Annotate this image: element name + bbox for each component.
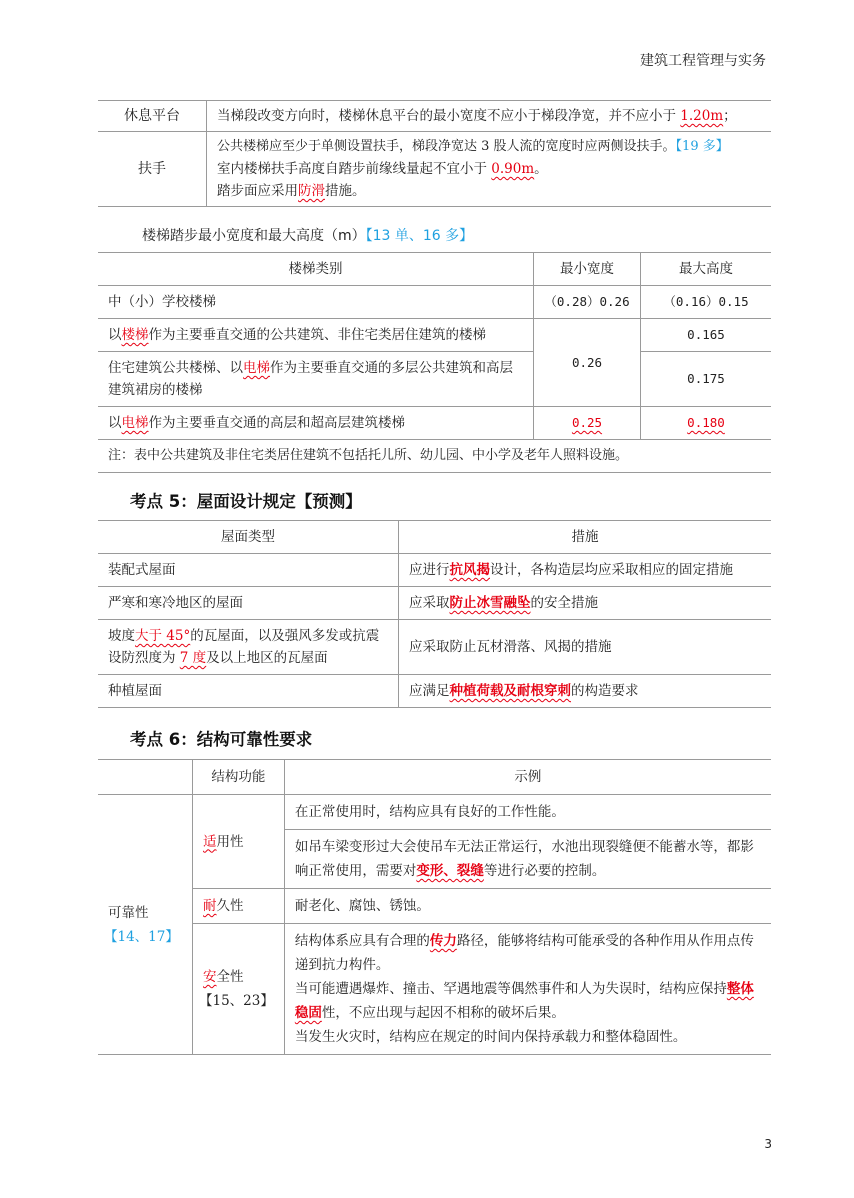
highlight-text: 电梯: [121, 415, 149, 431]
table-row: [98, 675, 771, 708]
table-row: [98, 319, 771, 352]
example-cell: 在正常使用时，结构应具有良好的工作性能。: [284, 795, 771, 830]
text: 结构体系应具有合理的: [294, 933, 430, 949]
text: 以: [108, 327, 122, 343]
highlight-text: 种植荷载及耐根穿刺: [449, 683, 571, 699]
handrail-line-2: [217, 158, 761, 180]
column-header: 楼梯类别: [98, 253, 534, 286]
text: 全性: [216, 969, 244, 985]
highlight-text: 防滑: [298, 183, 325, 199]
text: 住宅建筑公共楼梯、以: [108, 360, 243, 376]
table-note: 注：表中公共建筑及非住宅类居住建筑不包括托儿所、幼儿园、中小学及老年人照料设施。: [98, 440, 771, 473]
text: 的瓦屋面，以及强风多发或抗震设防烈度为: [108, 628, 380, 666]
table-row: [98, 132, 771, 207]
measure-cell: [399, 587, 772, 620]
text: 以: [108, 415, 122, 431]
max-height-cell: 0.175: [641, 352, 772, 407]
safety-line-2: [295, 977, 761, 1025]
table-row: [98, 407, 771, 440]
table-row: [98, 286, 771, 319]
highlight-value: 0.180: [687, 415, 725, 430]
section-6-title: 考点 6：结构可靠性要求: [130, 730, 313, 749]
text: 当梯段改变方向时，楼梯休息平台的最小宽度不应小于梯段净宽，并不应小于: [217, 108, 681, 124]
text: 措施。: [325, 183, 366, 199]
highlight-text: 防止冰雪融坠: [449, 595, 531, 611]
handrail-line-3: [217, 180, 761, 202]
highlight-text: 楼梯: [121, 327, 149, 343]
handrail-label: 扶手: [98, 132, 207, 207]
column-header: 最大高度: [641, 253, 772, 286]
example-cell: [284, 924, 771, 1055]
table-row: [98, 620, 771, 675]
caption-text: 楼梯踏步最小宽度和最大高度（m）: [142, 228, 366, 244]
measure-cell: [399, 675, 772, 708]
highlight-text: 电梯: [243, 360, 270, 376]
stair-type-cell: [98, 319, 534, 352]
text: 坡度: [108, 628, 135, 644]
function-cell: [193, 924, 285, 1055]
text: ；: [723, 108, 737, 124]
handrail-text: [207, 132, 772, 207]
structural-reliability-table: [98, 759, 771, 1055]
section-5-title: 考点 5：屋面设计规定【预测】: [130, 492, 362, 511]
text: 设计，各构造层均应采取相应的固定措施: [490, 562, 733, 578]
column-header: 结构功能: [193, 760, 285, 795]
text: 应采取: [409, 595, 450, 611]
table-header-row: [98, 253, 771, 286]
roof-type-cell: 种植屋面: [98, 675, 399, 708]
highlight-text: 适: [203, 833, 217, 850]
table-row: [98, 101, 771, 132]
handrail-line-1: [217, 136, 761, 158]
stair-requirements-table: [98, 100, 771, 207]
roof-design-table: [98, 520, 771, 708]
rest-platform-text: [207, 101, 772, 132]
text: 久性: [216, 898, 244, 914]
page-header-title: 建筑工程管理与实务: [640, 53, 766, 69]
highlight-text: 耐: [203, 898, 217, 914]
highlight-text: 变形、裂缝: [416, 863, 484, 879]
table-row: [98, 924, 771, 1055]
text: 。: [534, 161, 548, 177]
text: 的安全措施: [530, 595, 598, 611]
example-cell: 耐老化、腐蚀、锈蚀。: [284, 889, 771, 924]
table-row: [98, 554, 771, 587]
roof-type-cell: [98, 620, 399, 675]
function-cell: [193, 795, 285, 889]
max-height-cell: （0.16）0.15: [641, 286, 772, 319]
example-cell: [284, 830, 771, 889]
step-table-caption: [142, 225, 473, 245]
reliability-cell: [98, 795, 193, 1055]
table-row: [98, 889, 771, 924]
rest-platform-label: 休息平台: [98, 101, 207, 132]
text: 用性: [216, 833, 244, 850]
column-header-blank: [98, 760, 193, 795]
measure-cell: [399, 554, 772, 587]
table-row: [98, 587, 771, 620]
exam-tag: 【13 单、16 多】: [365, 228, 474, 244]
text: 如吊车梁变形过大会使吊车无法正常运行，水池出现裂缝便不能蓄水等，都影响正常使用，需要对: [294, 839, 754, 879]
highlight-text: 安: [203, 969, 217, 985]
text: 室内楼梯扶手高度自踏步前缘线量起不宜小于: [217, 161, 492, 177]
stair-type-cell: [98, 407, 534, 440]
text: 作为主要垂直交通的高层和超高层建筑楼梯: [148, 415, 405, 431]
safety-line-3: 当发生火灾时，结构应在规定的时间内保持承载力和整体稳固性。: [294, 1029, 687, 1045]
max-height-cell: [641, 407, 772, 440]
text: 性，不应出现与起因不相称的破坏后果。: [321, 1005, 565, 1021]
text: 作为主要垂直交通的公共建筑、非住宅类居住建筑的楼梯: [148, 327, 486, 343]
highlight-text: 传力: [429, 933, 457, 949]
max-height-cell: 0.165: [641, 319, 772, 352]
table-row: [98, 352, 771, 407]
text: 当可能遭遇爆炸、撞击、罕遇地震等偶然事件和人为失误时，结构应保持: [294, 981, 727, 997]
roof-type-cell: 严寒和寒冷地区的屋面: [98, 587, 399, 620]
table-header-row: [98, 521, 771, 554]
highlight-text: 7 度: [179, 650, 207, 666]
highlight-text: 抗风揭: [449, 562, 490, 578]
text: 应满足: [409, 683, 450, 699]
text: 的构造要求: [571, 683, 639, 699]
text: 应进行: [409, 562, 450, 578]
stair-type-cell: 中（小）学校楼梯: [98, 286, 534, 319]
text: 作为主要垂直交通的多层公共建筑和高层建筑裙房的楼梯: [108, 360, 513, 398]
text: 路径，能够将结构可能承受的各种作用从作用点传递到抗力构件。: [294, 933, 754, 973]
stair-type-cell: [98, 352, 534, 407]
function-cell: [193, 889, 285, 924]
page-number: 3: [764, 1137, 772, 1151]
text: 踏步面应采用: [217, 183, 298, 199]
highlight-value: 0.90m: [491, 161, 535, 177]
min-width-cell: 0.26: [534, 319, 641, 407]
min-width-cell: （0.28）0.26: [534, 286, 641, 319]
highlight-value: 0.25: [571, 415, 603, 430]
min-width-cell: [534, 407, 641, 440]
measure-cell: 应采取防止瓦材滑落、风揭的措施: [399, 620, 772, 675]
exam-tag: 【19 多】: [675, 139, 729, 154]
column-header: 示例: [284, 760, 771, 795]
safety-line-1: [295, 929, 761, 977]
column-header: 屋面类型: [98, 521, 399, 554]
exam-tag: 【15、23】: [199, 993, 274, 1009]
highlight-text: 大于 45°: [135, 628, 191, 644]
text: 等进行必要的控制。: [483, 863, 606, 879]
text: 及以上地区的瓦屋面: [206, 650, 328, 666]
exam-tag: 【14、17】: [104, 928, 179, 945]
column-header: 最小宽度: [534, 253, 641, 286]
table-note-row: [98, 440, 771, 473]
step-dimension-table: [98, 252, 771, 473]
highlight-value: 1.20m: [680, 108, 724, 124]
reliability-label: 可靠性: [108, 904, 149, 921]
column-header: 措施: [399, 521, 772, 554]
table-header-row: [98, 760, 771, 795]
highlight-text: 整体稳固: [294, 981, 754, 1021]
text: 公共楼梯应至少于单侧设置扶手，梯段净宽达 3 股人流的宽度时应两侧设扶手。: [217, 139, 676, 154]
table-row: [98, 795, 771, 830]
roof-type-cell: 装配式屋面: [98, 554, 399, 587]
